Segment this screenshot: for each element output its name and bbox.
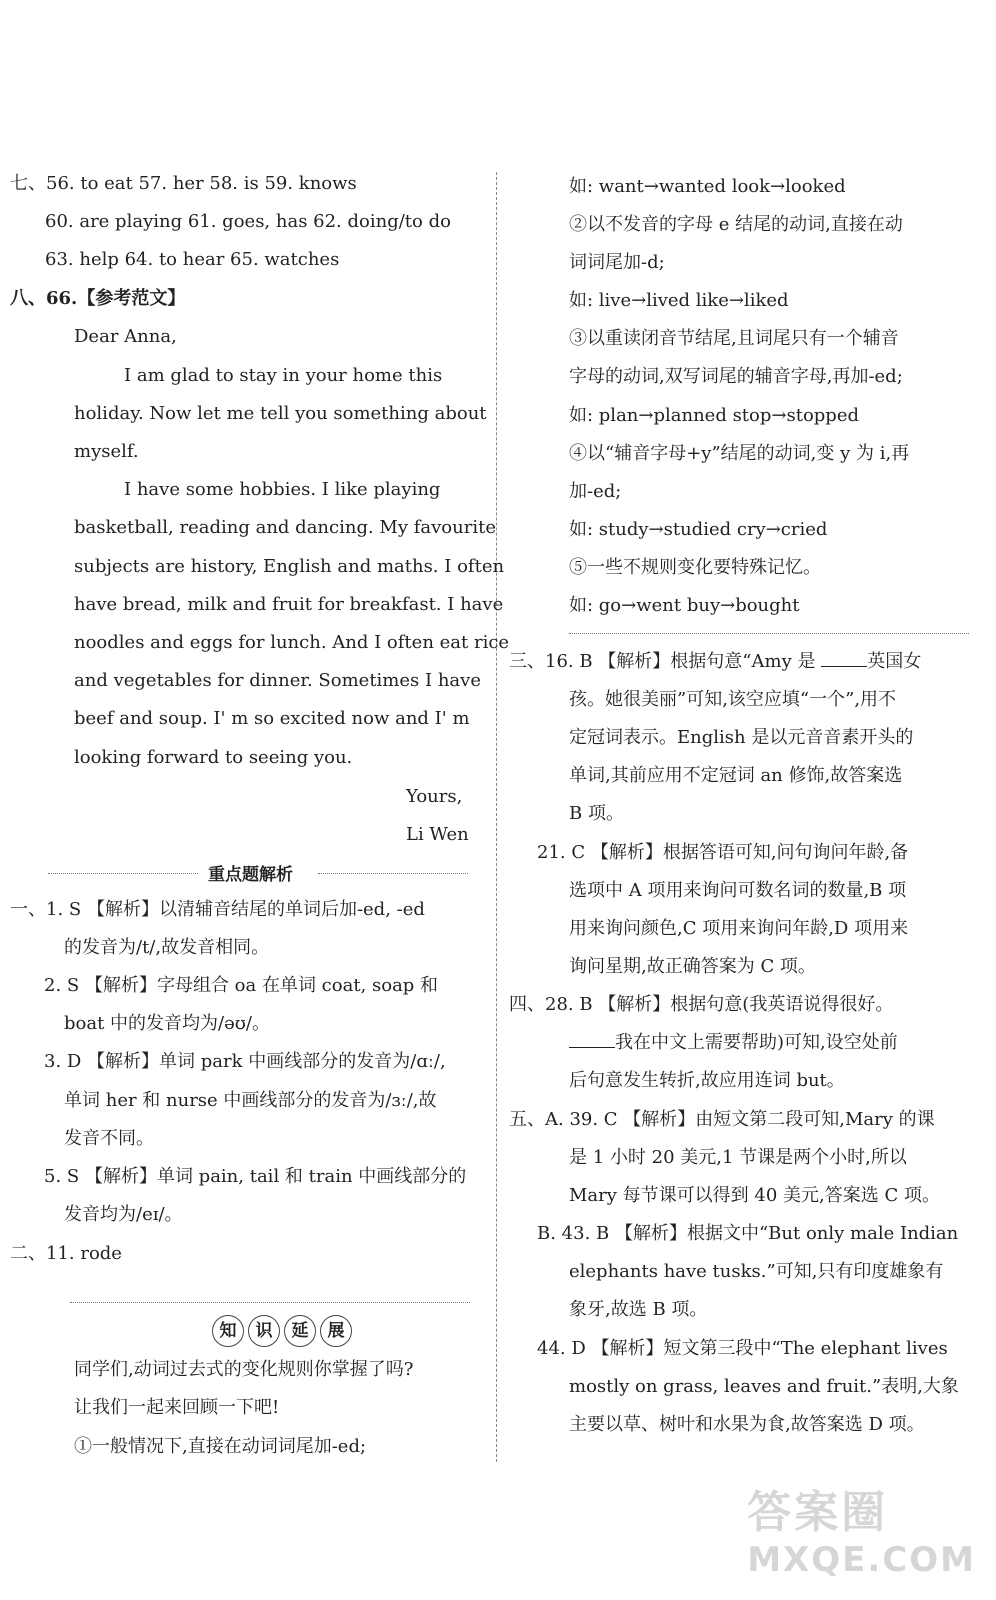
analysis-3-cont: 发音不同。 <box>64 1128 154 1149</box>
answer-line-56-59: 七、56. to eat 57. her 58. is 59. knows <box>10 173 357 194</box>
analysis-21-cont: 用来询问颜色,C 项用来询问年龄,D 项用来 <box>569 918 909 939</box>
analysis-44: 44. D 【解析】短文第三段中“The elephant lives <box>537 1338 948 1359</box>
rule-line: ⑤一些不规则变化要特殊记忆。 <box>569 557 821 578</box>
ext-char: 展 <box>320 1315 352 1347</box>
analysis-3: 3. D 【解析】单词 park 中画线部分的发音为/ɑː/, <box>44 1051 446 1072</box>
analysis-2: 2. S 【解析】字母组合 oa 在单词 coat, soap 和 <box>44 975 439 996</box>
essay-heading: 八、66.【参考范文】 <box>10 288 186 309</box>
analysis-44-cont: 主要以草、树叶和水果为食,故答案选 D 项。 <box>569 1414 925 1435</box>
ext-char: 延 <box>284 1315 316 1347</box>
column-divider <box>496 172 497 1462</box>
rule-example: 如: plan→planned stop→stopped <box>569 405 860 426</box>
analysis-39: 五、A. 39. C 【解析】由短文第二段可知,Mary 的课 <box>509 1109 935 1130</box>
analysis-28-cont: 后句意发生转折,故应用连词 but。 <box>569 1070 845 1091</box>
analysis-39-cont: 是 1 小时 20 美元,1 节课是两个小时,所以 <box>569 1147 907 1168</box>
answer-line-60-62: 60. are playing 61. goes, has 62. doing/to do <box>45 211 451 232</box>
letter-line: have bread, milk and fruit for breakfast. I have <box>74 594 504 615</box>
extension-rule <box>70 1302 470 1303</box>
analysis-28: 四、28. B 【解析】根据句意(我英语说得很好。 <box>509 994 894 1015</box>
rule-line: ④以“辅音字母+y”结尾的动词,变 y 为 i,再 <box>569 443 910 464</box>
analysis-16-cont: 单词,其前应用不定冠词 an 修饰,故答案选 <box>569 765 903 786</box>
analysis-3-cont: 单词 her 和 nurse 中画线部分的发音为/ɜː/,故 <box>64 1090 437 1111</box>
rule-line: ②以不发音的字母 e 结尾的动词,直接在动 <box>569 214 903 235</box>
analysis-43: B. 43. B 【解析】根据文中“But only male Indian <box>537 1223 959 1244</box>
answer-line-63-65: 63. help 64. to hear 65. watches <box>45 249 340 270</box>
extension-end-rule <box>569 633 969 634</box>
rule-line: 字母的动词,双写词尾的辅音字母,再加-ed; <box>569 366 903 387</box>
analysis-44-cont: mostly on grass, leaves and fruit.”表明,大象 <box>569 1376 959 1397</box>
analysis-16-cont: B 项。 <box>569 803 624 824</box>
section-rule-right <box>318 873 468 874</box>
knowledge-extension-badge <box>212 1315 356 1347</box>
analysis-5-cont: 发音均为/eɪ/。 <box>64 1204 183 1225</box>
letter-line: and vegetables for dinner. Sometimes I have <box>74 670 481 691</box>
extension-line: 让我们一起来回顾一下吧! <box>74 1397 280 1418</box>
analysis-16-cont: 定冠词表示。English 是以元音音素开头的 <box>569 727 914 748</box>
section-title: 重点题解析 <box>208 865 293 885</box>
rule-example: 如: go→went buy→bought <box>569 595 800 616</box>
analysis-21-cont: 选项中 A 项用来询问可数名词的数量,B 项 <box>569 880 907 901</box>
analysis-2-cont: boat 中的发音均为/əʊ/。 <box>64 1013 270 1034</box>
site-watermark: 答案圈 MXQE.COM <box>747 1487 976 1580</box>
analysis-1: 一、1. S 【解析】以清辅音结尾的单词后加-ed, -ed <box>10 899 425 920</box>
analysis-43-cont: elephants have tusks.”可知,只有印度雄象有 <box>569 1261 944 1282</box>
letter-signature: Li Wen <box>406 824 469 845</box>
letter-line: myself. <box>74 441 139 462</box>
letter-greeting: Dear Anna, <box>74 326 177 347</box>
analysis-5: 5. S 【解析】单词 pain, tail 和 train 中画线部分的 <box>44 1166 467 1187</box>
ext-char: 识 <box>248 1315 280 1347</box>
rule-line: 加-ed; <box>569 481 622 502</box>
rule-line: ③以重读闭音节结尾,且词尾只有一个辅音 <box>569 328 899 349</box>
extension-line: ①一般情况下,直接在动词词尾加-ed; <box>74 1436 367 1457</box>
answer-11: 二、11. rode <box>10 1243 122 1264</box>
analysis-16-cont: 孩。她很美丽”可知,该空应填“一个”,用不 <box>569 689 897 710</box>
rule-line: 词词尾加-d; <box>569 252 665 273</box>
letter-line: I have some hobbies. I like playing <box>124 479 441 500</box>
analysis-39-cont: Mary 每节课可以得到 40 美元,答案选 C 项。 <box>569 1185 940 1206</box>
section-rule-left <box>48 873 198 874</box>
extension-line: 同学们,动词过去式的变化规则你掌握了吗? <box>74 1359 414 1380</box>
letter-line: I am glad to stay in your home this <box>124 365 443 386</box>
analysis-43-cont: 象牙,故选 B 项。 <box>569 1299 708 1320</box>
rule-example: 如: live→lived like→liked <box>569 290 789 311</box>
letter-line: beef and soup. I' m so excited now and I' m <box>74 708 470 729</box>
letter-line: holiday. Now let me tell you something about <box>74 403 487 424</box>
analysis-21: 21. C 【解析】根据答语可知,问句询问年龄,备 <box>537 842 909 863</box>
analysis-1-cont: 的发音为/t/,故发音相同。 <box>64 937 270 958</box>
rule-example: 如: study→studied cry→cried <box>569 519 828 540</box>
letter-line: subjects are history, English and maths. I often <box>74 556 505 577</box>
letter-line: looking forward to seeing you. <box>74 747 353 768</box>
analysis-28-cont: 我在中文上需要帮助)可知,设空处前 <box>569 1031 898 1055</box>
ext-char: 知 <box>212 1315 244 1347</box>
letter-line: noodles and eggs for lunch. And I often eat rice <box>74 632 510 653</box>
rule-example: 如: want→wanted look→looked <box>569 176 846 197</box>
letter-line: basketball, reading and dancing. My favourite <box>74 517 496 538</box>
analysis-21-cont: 询问星期,故正确答案为 C 项。 <box>569 956 816 977</box>
analysis-16: 三、16. B 【解析】根据句意“Amy 是 英国女 <box>509 651 922 672</box>
letter-closing: Yours, <box>406 786 463 807</box>
